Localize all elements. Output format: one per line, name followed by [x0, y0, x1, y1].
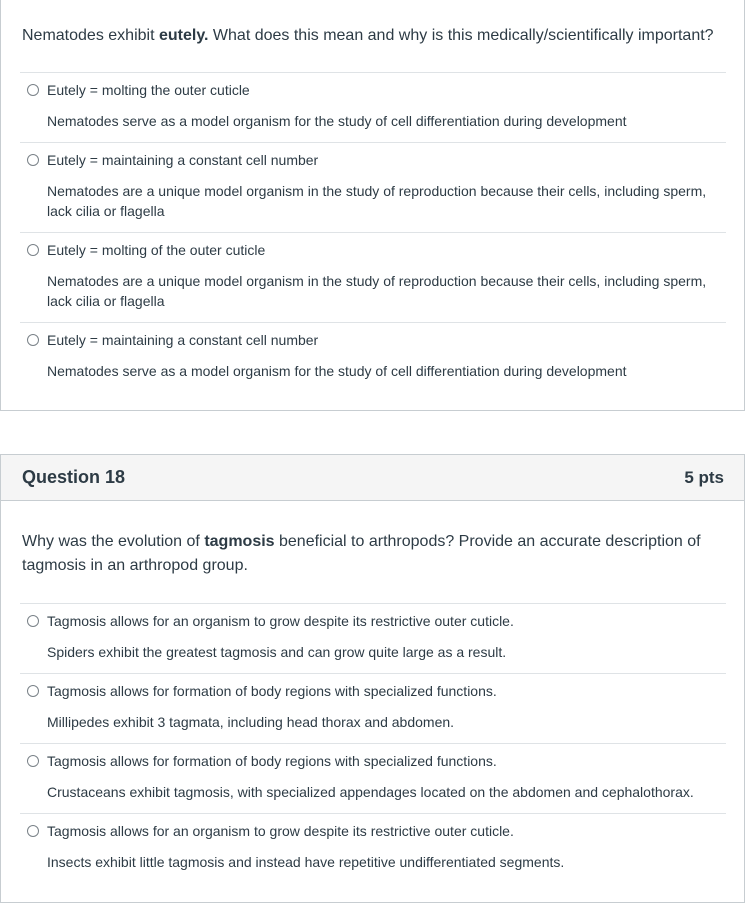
answer-comment: Nematodes are a unique model organism in the study of reproduction because their cells, including sperm, lack cilia or flagella: [47, 183, 707, 219]
answer-option[interactable]: [20, 603, 726, 673]
question-18-text: [22, 530, 712, 578]
answer-comment: Insects exhibit little tagmosis and instead have repetitive undifferentiated segments.: [47, 854, 565, 870]
radio-button[interactable]: [27, 825, 39, 837]
question-header: [1, 455, 744, 501]
question-text-part: Why was the evolution of: [22, 533, 205, 550]
answer-comment: Nematodes serve as a model organism for the study of cell differentiation during development: [47, 363, 627, 379]
answer-label: Eutely = molting of the outer cuticle: [47, 242, 266, 258]
radio-button[interactable]: [27, 334, 39, 346]
answer-option[interactable]: [20, 72, 726, 142]
answer-option[interactable]: [20, 813, 726, 883]
question-title: Question 18: [22, 467, 126, 487]
question-keyword: eutely.: [158, 27, 209, 44]
answer-list: [20, 603, 726, 883]
answer-label: Tagmosis allows for formation of body regions with specialized functions.: [47, 683, 497, 699]
question-keyword: tagmosis: [204, 533, 275, 550]
question-18-card: [0, 454, 745, 903]
radio-button[interactable]: [27, 154, 39, 166]
answer-label: Eutely = maintaining a constant cell number: [47, 332, 319, 348]
answer-comment: Nematodes serve as a model organism for the study of cell differentiation during development: [47, 113, 627, 129]
radio-button[interactable]: [27, 615, 39, 627]
question-text-part: What does this mean and why is this medically/scientifically important?: [208, 27, 714, 44]
answer-label: Tagmosis allows for an organism to grow despite its restrictive outer cuticle.: [47, 823, 514, 839]
answer-list: [20, 72, 726, 392]
answer-label: Eutely = maintaining a constant cell number: [47, 152, 319, 168]
answer-comment: Spiders exhibit the greatest tagmosis and can grow quite large as a result.: [47, 644, 507, 660]
question-text-part: beneficial to arthropods? Provide an accurate description of tagmosis in an arthropod group.: [22, 533, 701, 574]
radio-button[interactable]: [27, 84, 39, 96]
answer-comment: Crustaceans exhibit tagmosis, with specialized appendages located on the abdomen and cephalothorax.: [47, 784, 694, 800]
answer-comment: Millipedes exhibit 3 tagmata, including head thorax and abdomen.: [47, 714, 455, 730]
radio-button[interactable]: [27, 244, 39, 256]
answer-label: Eutely = molting the outer cuticle: [47, 82, 250, 98]
question-text-part: Nematodes exhibit: [22, 27, 159, 44]
question-points: 5 pts: [684, 468, 724, 487]
question-17-text: [22, 24, 722, 48]
answer-option[interactable]: [20, 743, 726, 813]
radio-button[interactable]: [27, 685, 39, 697]
answer-option[interactable]: [20, 322, 726, 392]
radio-button[interactable]: [27, 755, 39, 767]
answer-option[interactable]: [20, 142, 726, 232]
answer-label: Tagmosis allows for formation of body regions with specialized functions.: [47, 753, 497, 769]
answer-option[interactable]: [20, 232, 726, 322]
question-17-card: [0, 0, 745, 411]
answer-comment: Nematodes are a unique model organism in the study of reproduction because their cells, including sperm, lack cilia or flagella: [47, 273, 707, 309]
answer-label: Tagmosis allows for an organism to grow despite its restrictive outer cuticle.: [47, 613, 514, 629]
answer-option[interactable]: [20, 673, 726, 743]
